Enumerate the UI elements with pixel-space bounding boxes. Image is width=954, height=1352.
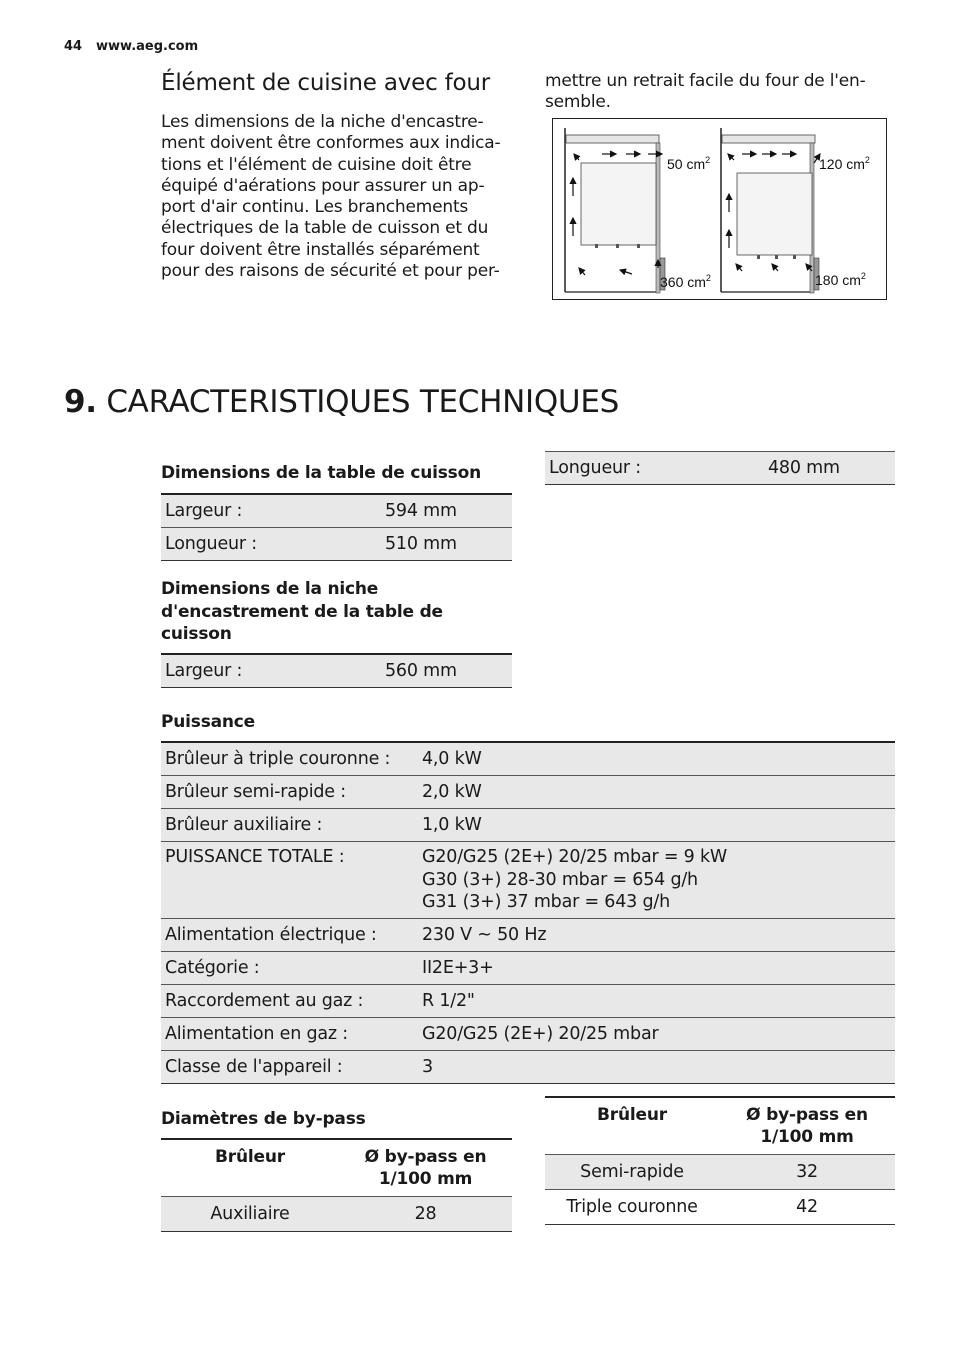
row-value: R 1/2" <box>418 984 895 1017</box>
row-label: Classe de l'appareil : <box>161 1050 418 1083</box>
row-value: 560 mm <box>381 654 512 688</box>
bypass-table-left <box>161 1138 512 1232</box>
row-value: 510 mm <box>381 528 512 561</box>
row-value: 594 mm <box>381 494 512 528</box>
paragraph-line: ment doivent être conformes aux indica- <box>161 133 501 154</box>
row-value: 2,0 kW <box>418 776 895 809</box>
header-line: 1/100 mm <box>378 1169 473 1189</box>
row-value-line: G20/G25 (2E+) 20/25 mbar = 9 kW <box>422 847 727 867</box>
row-value: 230 V ~ 50 Hz <box>418 918 895 951</box>
table-row <box>545 1190 895 1225</box>
cutout-dimensions-title <box>161 578 443 646</box>
table-row <box>161 528 512 561</box>
table-row <box>161 654 512 688</box>
header-line: 1/100 mm <box>760 1127 854 1147</box>
row-value: 480 mm <box>764 452 895 485</box>
hob-dimensions-table <box>161 493 512 561</box>
column-header-diameter <box>719 1097 895 1155</box>
paragraph-line: Les dimensions de la niche d'encastre- <box>161 112 484 132</box>
row-value: G20/G25 (2E+) 20/25 mbar <box>418 1017 895 1050</box>
table-row <box>161 951 895 984</box>
table-row <box>161 842 895 919</box>
title-line: cuisson <box>161 624 232 644</box>
row-value: 1,0 kW <box>418 809 895 842</box>
bypass-table-right <box>545 1096 895 1225</box>
row-label: Brûleur semi-rapide : <box>161 776 418 809</box>
paragraph-line: port d'air continu. Les branchements <box>161 197 469 218</box>
burner-cell: Triple couronne <box>545 1190 719 1225</box>
paragraph-line: électriques de la table de cuisson et du <box>161 218 489 239</box>
table-header-row <box>161 1139 512 1197</box>
paragraph-line: équipé d'aérations pour assurer un ap- <box>161 175 485 196</box>
kitchen-paragraph-continued <box>545 71 905 114</box>
bypass-title: Diamètres de by-pass <box>161 1109 366 1129</box>
table-row <box>545 452 895 485</box>
paragraph-line: four doivent être installés séparément <box>161 239 480 260</box>
right-cabinet-diagram <box>721 128 820 293</box>
table-row <box>161 1050 895 1083</box>
table-row <box>545 1155 895 1190</box>
title-line: d'encastrement de la table de <box>161 601 443 622</box>
chapter-number: 9. <box>64 384 97 420</box>
row-label: Largeur : <box>161 494 381 528</box>
column-header-burner: Brûleur <box>545 1097 719 1155</box>
right-bottom-area-label: 180 $cm^2$ <box>815 271 866 288</box>
row-label: Raccordement au gaz : <box>161 984 418 1017</box>
diameter-cell: 42 <box>719 1190 895 1225</box>
row-label: Largeur : <box>161 654 381 688</box>
column-header-burner: Brûleur <box>161 1139 339 1197</box>
left-top-area-label: 50 $cm^2$ <box>667 155 711 172</box>
paragraph-line: semble. <box>545 92 611 113</box>
row-value: 4,0 kW <box>418 742 895 776</box>
left-cabinet-diagram <box>565 128 665 293</box>
table-row <box>161 984 895 1017</box>
row-value-line: G30 (3+) 28-30 mbar = 654 g/h <box>422 869 698 890</box>
diameter-cell: 28 <box>339 1197 512 1232</box>
row-label: PUISSANCE TOTALE : <box>161 842 418 919</box>
paragraph-line: tions et l'élément de cuisine doit être <box>161 154 472 175</box>
right-top-area-label: 120 $cm^2$ <box>819 155 870 172</box>
burner-cell: Semi-rapide <box>545 1155 719 1190</box>
cutout-dimensions-table <box>161 653 512 688</box>
left-bottom-area-label: 360 $cm^2$ <box>660 273 711 290</box>
page-number: 44 <box>64 39 83 54</box>
row-values <box>418 842 895 919</box>
cutout-dimensions-table-continued <box>545 451 895 485</box>
kitchen-paragraph <box>161 112 521 282</box>
row-label: Brûleur à triple couronne : <box>161 742 418 776</box>
header-line: Ø by-pass en <box>364 1147 487 1167</box>
chapter-title: CARACTERISTIQUES TECHNIQUES <box>106 384 619 420</box>
row-label: Longueur : <box>545 452 764 485</box>
row-label: Longueur : <box>161 528 381 561</box>
table-row <box>161 1197 512 1232</box>
title-line: Dimensions de la niche <box>161 579 379 599</box>
chapter-heading <box>64 384 619 420</box>
row-label: Alimentation électrique : <box>161 918 418 951</box>
row-label: Catégorie : <box>161 951 418 984</box>
table-row <box>161 776 895 809</box>
kitchen-section-title: Élément de cuisine avec four <box>161 70 491 96</box>
header-line: Ø by-pass en <box>746 1105 868 1125</box>
row-value: 3 <box>418 1050 895 1083</box>
power-table <box>161 741 895 1084</box>
paragraph-line: pour des raisons de sécurité et pour per- <box>161 261 500 282</box>
table-row <box>161 494 512 528</box>
power-title: Puissance <box>161 712 256 732</box>
table-row <box>161 1017 895 1050</box>
row-label: Alimentation en gaz : <box>161 1017 418 1050</box>
table-header-row <box>545 1097 895 1155</box>
ventilation-diagram <box>552 118 887 300</box>
table-row <box>161 809 895 842</box>
table-row <box>161 742 895 776</box>
column-header-diameter <box>339 1139 512 1197</box>
burner-cell: Auxiliaire <box>161 1197 339 1232</box>
hob-dimensions-title: Dimensions de la table de cuisson <box>161 463 481 483</box>
website-url: www.aeg.com <box>96 39 199 54</box>
table-row <box>161 918 895 951</box>
diameter-cell: 32 <box>719 1155 895 1190</box>
row-label: Brûleur auxiliaire : <box>161 809 418 842</box>
row-value-line: G31 (3+) 37 mbar = 643 g/h <box>422 892 670 912</box>
row-value: II2E+3+ <box>418 951 895 984</box>
paragraph-line: mettre un retrait facile du four de l'en- <box>545 71 866 91</box>
